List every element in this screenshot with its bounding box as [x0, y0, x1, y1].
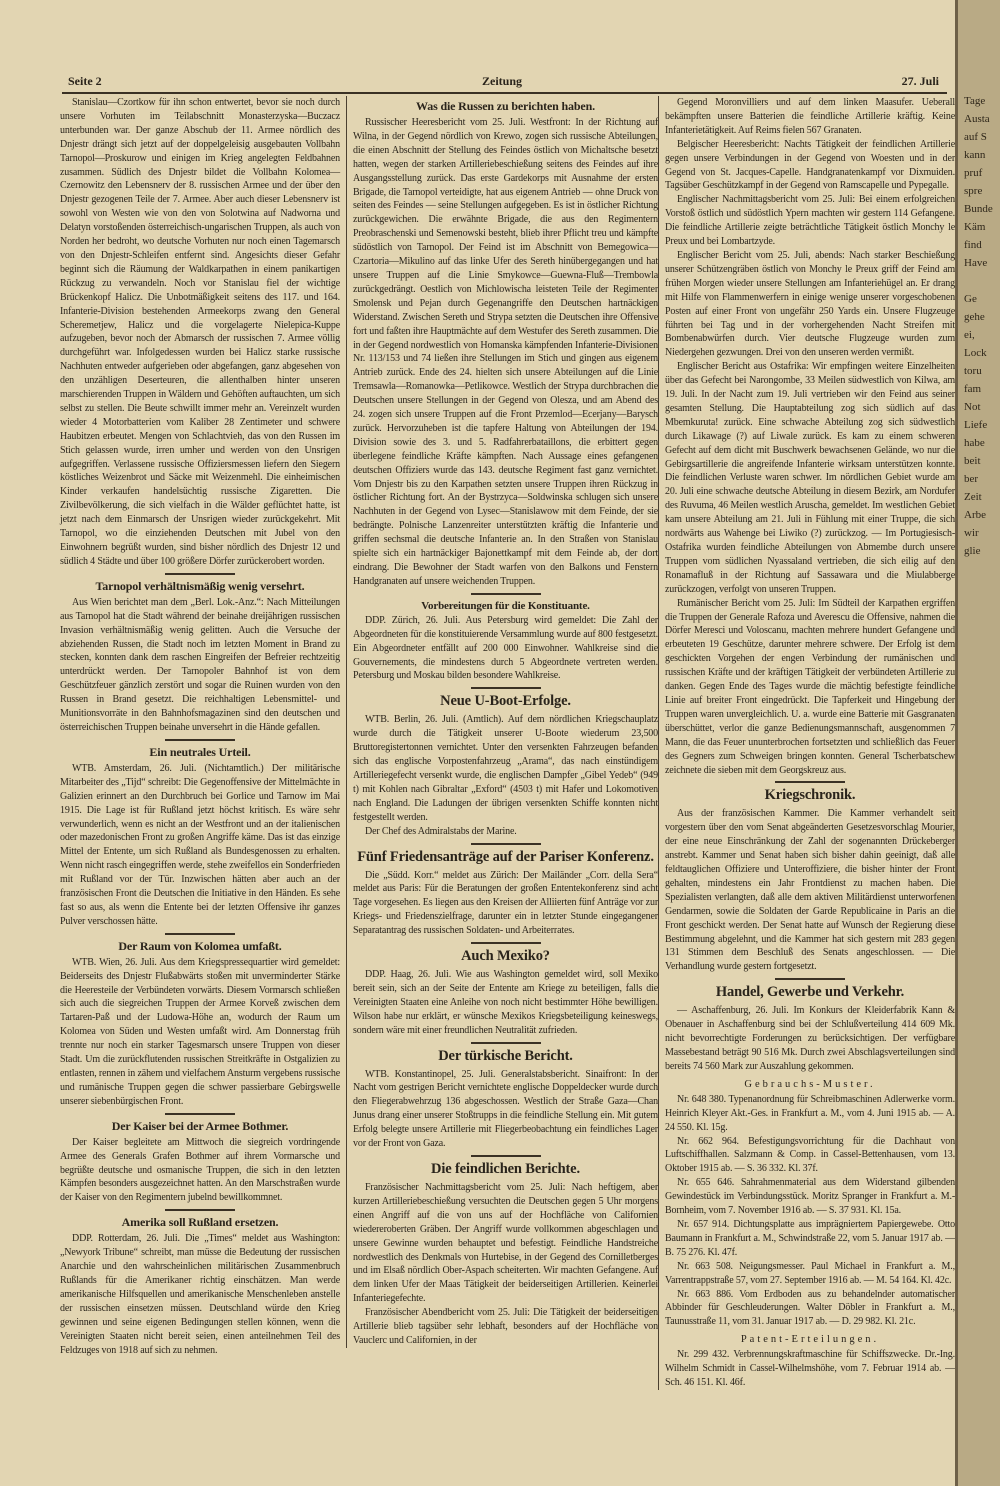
article-paragraph: Englischer Bericht vom 25. Juli, abends: Nach starker Beschießung unserer Schützengräben östlich von Monchy le Preux griff der Feind am frühen Morgen wieder unsere Stellungen am Infanteriehügel an. Er drang mit Hilfe von Flammenwerfern in einige wenige unserer vorgeschobenen Posten auf einer Front von ungefähr 250 Yards ein. Unsere Flugzeuge führten bei Tag und in der vorhergehenden Nacht Streifen mit Bombenabwürfen durch. Vier deutsche Flugzeuge wurden zum Niedergehen gezwungen. Drei von den unseren werden vermißt.: [665, 249, 955, 359]
newspaper-name: Zeitung: [482, 74, 523, 88]
article: [665, 978, 955, 1074]
article-headline: Was die Russen zu berichten haben.: [416, 99, 595, 113]
article-divider: [471, 687, 541, 689]
article-paragraph: Nr. 663 508. Neigungsmesser. Paul Michael in Frankfurt a. M., Varrentrappstraße 57, vom 27. September 1916 ab. — M. 54 164. Kl. 42c.: [665, 1260, 955, 1286]
article-headline: Der Kaiser bei der Armee Bothmer.: [111, 1118, 289, 1133]
article-paragraph: Nr. 657 914. Dichtungsplatte aus imprägniertem Papiergewebe. Otto Baumann in Frankfurt a. M., Schwindstraße 22, vom 5. Januar 1917 ab. — B. 75 276. Kl. 47f.: [665, 1218, 955, 1258]
page-header: [62, 70, 947, 94]
article-paragraph: Englischer Nachmittagsbericht vom 25. Juli: Bei einem erfolgreichen Vorstoß östlich und südöstlich Ypern machten wir gestern 114 Gefangene. Die feindliche Artillerie zeigte beträchtliche Tätigkeit östlich Monchy le Preux und bei Lombartzyde.: [665, 194, 955, 248]
article-divider: [471, 593, 541, 595]
article-headline: Neue U-Boot-Erfolge.: [440, 693, 571, 710]
article-headline: Amerika soll Rußland ersetzen.: [121, 1215, 279, 1230]
page-number: Seite 2: [68, 74, 102, 88]
article: [353, 843, 658, 939]
article-headline: Kriegschronik.: [764, 787, 856, 804]
article-paragraph: Russischer Heeresbericht vom 25. Juli. Westfront: In der Richtung auf Wilna, in der Gegend nördlich von Krewo, zogen sich russische Abteilungen, die einen Abschnitt der Stellung des Feindes östlich von Michaltsche besetzt hatten, wegen der starken Artilleriebeschießung seitens des Feindes auf ihre Ausgangsstellung zurück. Das erste Gardekorps mit Ausnahme der ersten Brigade, die Tarnopol verteidigte, hat aus eigenem Antrieb — ohne Druck von seiten des Feindes — seine Stellungen aufgegeben. Es ist in östlicher Richtung zurückgewichen. Die erwähnte Brigade, die aus den Regimentern Preobraschenski und Semenowski besteht, blieb ihrer Pflicht treu und kämpfte südöstlich von Tarnopol. Der Feind ist im Abschnitt von Bemegowica—Czartoria—Mikulino auf das linke Ufer des Sereth hinübergegangen und hat unsere Truppen auf die Linie Smykowce—Guewna-Fluß—Trembowla zurückgedrängt. Oestlich von Michlowischa leisteten Teile der Regimenter Smolensk und Pejan durch Gegenangriffe den Deutschen hartnäckigen Widerstand. Zwischen Sereth und Strypa setzten die Deutschen ihre Offensive fort und faßten ihre Hauptmächte auf dem Westufer des Sereth zusammen. Die in der Gegend nordwestlich von Homanska kämpfenden Infanterie-Divisionen Nr. 113/153 und 74 ließen ihre Stellungen im Stich und gingen aus eigenem Antrieb zurück. Ende des 24. hielten sich unsere Abteilungen auf die Linie Tremsawla—Romanowka—Petlikowce. Westlich der Strypa durchbrachen die Deutschen unsere Stellungen in der Gegend von Olesza, und am Abend des 24. zogen sich unsere Truppen auf die Front Przemlod—Ecerjany—Barysch zurück. Hervorzuheben ist die tapfere Haltung von Abteilungen der 194. Division sowie des 3. und 5. Radfahrerbataillons, die erbittert gegen überlegene feindliche Kräfte kämpften. Nach Aussage eines gefangenen deutschen Offiziers wurde das 143. deutsche Regiment fast ganz vernichtet. Vom Dnjestr bis zu den Karpathen setzten unsere Truppen ihren Rückzug in östlicher Richtung fort. An der Bystrzyca—Soldwinska schlugen sich unsere Nachhuten in der Gegend von Lysec—Stanislawow mit dem Feinde, der sie bedrängte. Polnische Lanzenreiter unterstützten kräftig die Infanterie und griffen sechsmal die deutsche Infanterie an. In den Straßen von Stanislau spielte sich ein hartnäckiger Bajonettkampf mit dem Feinde ab, der dort eindrang. Die Bewohner der Stadt warfen von den Balkons und Fenstern Handgranaten auf unsere weichenden Truppen.: [353, 117, 658, 587]
article-paragraph: Der Kaiser begleitete am Mittwoch die siegreich vordringende Armee des Generals Grafen Bothmer auf ihrem Vormarsche und begrüßte deutsche und osmanische Truppen, die sich in den letzten Kämpfen besonders ausgezeichnet hatten. An den Marschstraßen wurde der Kaiser von den Regimentern jubelnd bewillkommnet.: [60, 1136, 340, 1204]
article-paragraph: — Aschaffenburg, 26. Juli. Im Konkurs der Kleiderfabrik Kann & Obenauer in Aschaffenburg sind bei der Schlußverteilung 414 609 Mk. nicht bevorrechtigte Forderungen zu berücksichtigen. Der verfügbare Massebestand beträgt 90 516 Mk. Durch zwei Abschlagsverteilungen sind bereits 74 560 Mark zur Auszahlung gekommen.: [665, 1005, 955, 1072]
issue-date: 27. Juli: [901, 74, 939, 88]
article-paragraph: Französischer Nachmittagsbericht vom 25. Juli: Nach heftigem, aber kurzen Artilleriebeschießung versuchten die Deutschen gegen 5 Uhr morgens einen Angriff auf die von uns auf der Hochfläche von Californien wiedereroberten Gräben. Der Angriff wurde vollkommen abgeschlagen und unsere Gewinne wurden behauptet und befestigt. Feindliche Handstreiche nordwestlich des Denkmals von Hurtebise, in der Gegend des Cornilletberges und im Elsaß nördlich Ober-Aspach scheiterten. Wir machten Gefangene. Auf dem linken Ufer der Maas Tätigkeit der beiderseitigen Artillerien. Keinerlei Infanteriegefechte.: [353, 1182, 658, 1305]
article-paragraph: Nr. 655 646. Sahrahmenmaterial aus dem Widerstand gilbenden Gewindestück im Verbindungsstück. Moritz Spranger in Frankfurt a. M.-Bornheim, vom 7. November 1916 ab. — S. 37 931. Kl. 15a.: [665, 1177, 955, 1217]
article: [353, 687, 658, 838]
article-headline: Fünf Friedensanträge auf der Pariser Konferenz.: [357, 848, 654, 865]
article: [60, 96, 340, 569]
article: [60, 1113, 340, 1206]
article-paragraph: Nr. 662 964. Befestigungsvorrichtung für die Dachhaut von Luftschiffhallen. Salzmann & Comp. in Cassel-Bettenhausen, vom 13. Oktober 1915 ab. — S. 36 332. Kl. 37f.: [665, 1135, 955, 1175]
article-paragraph: Nr. 299 432. Verbrennungskraftmaschine für Schiffszwecke. Dr.-Ing. Wilhelm Schmidt in Cassel-Wilhelmshöhe, vom 7. Februar 1914 ab. — Sch. 46 151. Kl. 46f.: [665, 1349, 955, 1389]
column-2: [346, 96, 658, 1348]
article-paragraph: WTB. Konstantinopel, 25. Juli. Generalstabsbericht. Sinaifront: In der Nacht vom gestrigen Bericht vernichtete englische Doppeldecker wurde durch den Fliegerabwehrzug 136 abgeschossen. Westlich der Straße Gaza—Chan Junus drang einer unserer Stoßtrupps in die feindliche Stellung ein. Mit gutem Erfolg belegte unsere Artillerie mit Fliegerbeobachtung ein feindliches Lager vor der Front von Gaza.: [353, 1068, 658, 1150]
article: [60, 1209, 340, 1357]
adjacent-page-text: Tage Austa auf S kann pruf spre Bunde Käm find Have Ge gehe ei, Lock toru fam Not Liefe habe beit ber Zeit Arbe wir glie: [964, 95, 993, 557]
article: [353, 1155, 658, 1348]
article-paragraph: DDP. Haag, 26. Juli. Wie aus Washington gemeldet wird, soll Mexiko bereit sein, sich an der Seite der Entente am Kriege zu beteiligen, falls die Vereinigten Staaten eine Anleihe von noch nicht bestimmter Höhe bewilligen. Wilson habe nur erklärt, er wünsche Mexikos Kriegsbeteiligung keineswegs, sondern wäre mit einer freundlichen Neutralität zufrieden.: [353, 969, 658, 1036]
article-headline: Vorbereitungen für die Konstituante.: [421, 599, 590, 612]
article-paragraph: Belgischer Heeresbericht: Nachts Tätigkeit der feindlichen Artillerie gegen unsere Verbindungen in der Gegend von Woesten und in der Gegend von St. Jacques-Capelle. Handgranatenkampf vor Dixmuiden. Tagsüber Geschützkampf in der Gegend von Ramscapelle und Pypegalle.: [665, 138, 955, 192]
article-headline: Auch Mexiko?: [461, 948, 550, 965]
article: [353, 593, 658, 684]
article-headline: Handel, Gewerbe und Verkehr.: [715, 984, 905, 1001]
article-paragraph: Nr. 648 380. Typenanordnung für Schreibmaschinen Adlerwerke vorm. Heinrich Kleyer Akt.-Ges. in Frankfurt a. M., vom 4. Juni 1915 ab. — A. 24 550. Kl. 15g.: [665, 1093, 955, 1133]
article: [665, 781, 955, 974]
article-divider: [775, 978, 845, 980]
column-1: [60, 96, 340, 1357]
article-paragraph: WTB. Wien, 26. Juli. Aus dem Kriegspressequartier wird gemeldet: Beiderseits des Dnjestr Flußabwärts stoßen mit unverminderter Stärke die Heeresteile der Verbündeten vorwärts. Diesem Vormarsch schließen sich auch die siegreichen Truppen der Armee Korveß zwischen dem Tartaren-Paß und der Ludowa-Höhe an, wodurch der Raum um Kolomea von Süden und Westen umfaßt wird. Am Donnerstag früh trennte nur noch ein starker Tagesmarsch unsere Truppen von dieser Stadt. Um die zurückflutenden russischen Streitkräfte in Ostgalizien zu entlasten, rennen in zähem und vielfachem Ansturm vergebens russische und rumänische Truppen gegen die schwer passierbare Gebirgswelle unserer siebenbürgischen Front.: [60, 956, 340, 1107]
article-divider: [165, 573, 235, 575]
article-paragraph: Nr. 663 886. Vom Erdboden aus zu behandelnder automatischer Abbinder für Geschleuderungen. Walter Döbler in Frankfurt a. M., Taunusstraße 11, vom 31. Januar 1917 ab. — D. 29 982. Kl. 21c.: [665, 1288, 955, 1328]
article-divider: [165, 739, 235, 741]
article-divider: [165, 933, 235, 935]
article: [353, 99, 658, 589]
article-paragraph: Französischer Abendbericht vom 25. Juli: Die Tätigkeit der beiderseitigen Artillerie blieb tagsüber sehr lebhaft, besonders auf der Hochfläche von Vauclerc und Californien, in der: [353, 1307, 658, 1346]
article-divider: [471, 1155, 541, 1157]
article: [665, 1333, 955, 1390]
article-headline: Patent-Erteilungen.: [740, 1334, 880, 1346]
article-headline: Die feindlichen Berichte.: [431, 1161, 580, 1177]
article-divider: [165, 1209, 235, 1211]
article-headline: Der Raum von Kolomea umfaßt.: [118, 938, 282, 953]
article-headline: Tarnopol verhältnismäßig wenig versehrt.: [95, 578, 305, 593]
article-divider: [471, 843, 541, 845]
article-paragraph: DDP. Zürich, 26. Juli. Aus Petersburg wird gemeldet: Die Zahl der Abgeordneten für die konstituierende Versammlung wurde auf 800 festgesetzt. Ein Abgeordneter entfällt auf 200 000 Einwohner. Wahlkreise sind die Gouvernements, die mindestens durch 5 Abgeordnete vertreten werden. Petersburg und Moskau bilden besondere Wahlkreise.: [353, 614, 658, 682]
article-paragraph: WTB. Amsterdam, 26. Juli. (Nichtamtlich.) Der militärische Mitarbeiter des „Tijd“ schreibt: Die Gegenoffensive der Mittelmächte in Galizien erinnert an den Durchbruch bei Gorlice und Tarnow im Mai 1915. Die Lage ist für Rußland jetzt höchst kritisch. Es wäre sehr verwunderlich, wenn es nicht an der Westfront und an der italienischen oder mazedonischen Front zu großen Angriffe käme. Das ist das einzige Mittel der Entente, um sich Rußland als Bundesgenossen zu erhalten. Wenn nicht rasch eingegriffen werde, stehe zweifellos ein Sonderfrieden mit Rußland vor der Tür. Inzwischen hätten aber auch an der französischen Front die Deutschen die Initiative in den Händen. Es sehe fast so aus, als wenn die Entente bei der letzten Offensive ihr ganzes Pulver verschossen hätte.: [60, 762, 340, 927]
article-paragraph: WTB. Berlin, 26. Juli. (Amtlich). Auf dem nördlichen Kriegschauplatz wurde durch die Tätigkeit unserer U-Boote wiederum 23,500 Bruttoregistertonnen vernichtet. Unter den versenkten Fahrzeugen befanden sich das englische Vorpostenfahrzeug „Arama“, das nach einstündigem Artilleriegefecht versenkt wurde, die englischen Dampfer „Gibel Yedeb“ (949 t) mit Kohlen nach Gibraltar „Exford“ (4503 t) mit Hafer und Lokomotiven nach England. Die Ladungen der übrigen versenkten Schiffe konnten nicht festgestellt werden.: [353, 714, 658, 823]
article-paragraph: Gegend Moronvilliers und auf dem linken Maasufer. Ueberall bekämpften unsere Batterien die feindliche Artillerie kräftig. Keine Infanterietätigkeit. Auf Reims fielen 567 Granaten.: [665, 97, 955, 136]
article-paragraph: Englischer Bericht aus Ostafrika: Wir empfingen weitere Einzelheiten über das Gefecht bei Narongombe, 33 Meilen südwestlich von Kilwa, am 19. Juli. In der Nacht zum 19. Juli vertrieben wir den Feind aus seiner gesamten Stellung. Die Hauptabteilung zog sich südlich auf das Mbemkuruta! zurück. Eine schwache Abteilung zog sich südwestlich durch Likawage (?) auf Liwale zurück. Es kam zu einem schweren Gefecht auf dem dicht mit Buschwerk bewachsenen Gelände, wo nur die Gebirgsartillerie die angreifende Infanterie wirksam unterstützen konnte. Die feindlichen Verluste waren schwer. Im nördlichen Gebiet wurde am 20. Juli eine schwache deutsche Abteilung in diesem Bezirk, am Nordufer des Ruvuma, 46 Meilen westlich Aruscha, gemeldet. Im westlichen Gebiet kam unsere Abteilung am 21. Juli in Fühlung mit einer Truppe, die sich nordwärts aus Wahenge bei Liwiko (?) zurückzog. — Im Portugiesisch-Ostafrika wurden feindliche Abteilungen von Abmembe durch unsere Truppen vom südlichen Nyassaland vertrieben, die sich eilig auf den Ronamafluß in der Richtung auf Sassawara und die Miulabberge zurückzogen, verfolgt von unseren Truppen.: [665, 361, 955, 595]
article-divider: [775, 781, 845, 783]
article-paragraph: Aus der französischen Kammer. Die Kammer verhandelt seit vorgestern über den vom Senat abgeänderten Gesetzesvorschlag Mourier, der eine neue Einschränkung der Zahl der sogenannten Drückeberger anstrebt. Kammer und Senat haben sich bisher dahin geeinigt, daß alle feldtauglichen Offiziere und Unteroffiziere, die bisher hinter der Front gehalten, mindestens ein Jahr Frontdienst zu machen haben. Die Spezialisten verlangten, daß alle dem aktiven Militärdienst unterworfenen Gendarmen, sowie die Soldaten der Garde Republicaine in Paris an die Front geschickt werden. Der Senat hatte auf Wunsch der Regierung diese Bestimmung abgelehnt, und die Kammer hat sich gestern mit 283 gegen 131 Stimmen dem Beschluß des Senats angeschlossen. — Die Verhandlung wurde gestern fortgesetzt.: [665, 808, 955, 973]
article: [353, 942, 658, 1038]
article: [60, 933, 340, 1109]
article-headline: Gebrauchs-Muster.: [744, 1078, 876, 1090]
article-paragraph: Rumänischer Bericht vom 25. Juli: Im Südteil der Karpathen ergriffen die Truppen der Generale Rafoza und Averescu die Offensive, nahmen die Dörfer Meresci und Voloscanu, machten mehrere hundert Gefangene und erbeuteten 19 Geschütze, darunter mehrere schwere. Der Erfolg ist dem geschickten Vorgehen der engen Verbindung der rumänischen und russischen Kräfte und der kräftigen Tätigkeit der verbündeten Artillerie zu danken. Gegen Ende des Tages wurde die mächtig befestigte feindliche Linie auf breiter Front eingedrückt. Die Tapferkeit und Hingebung der Truppen waren unvergleichlich. U. a. wurde eine Batterie mit Gasgranaten überschüttet, verlor die ganze Bedienungsmannschaft, ausgenommen 7 Mann, die das Feuer ununterbrochen fortsetzten und schließlich das Feuer des Gegners zum Schweigen bringen konnten. General Tscherbatschew zeichnete die sieben mit dem Georgskreuz aus.: [665, 597, 955, 776]
article: [353, 1042, 658, 1151]
article-paragraph: DDP. Rotterdam, 26. Juli. Die „Times“ meldet aus Washington: „Newyork Tribune“ schreibt, man müsse die Bedeutung der russischen Anarchie und den wahrscheinlichen militärischen Zusammenbruch Rußlands für die Amerikaner richtig einschätzen. Man werde amerikanische Hilfsquellen und amerikanische Menschenleben anstelle der russischen einsetzen müssen. Deutschland würde den Krieg gewinnen und seine eigenen Bedingungen stellen können, wenn die Vereinigten Staaten nicht bereit seien, einen anteilnehmen Teil des Feldzuges von 1918 auf sich zu nehmen.: [60, 1233, 340, 1356]
article-paragraph: Die „Südd. Korr.“ meldet aus Zürich: Der Mailänder „Corr. della Sera“ meldet aus Paris: Für die Beratungen der großen Ententekonferenz sind acht Tage vorgesehen. Es liegen aus den Kreisen der Alliierten fünf Anträge vor zur Kriegs- und Friedenszielfrage, darunter ein in letzter Stunde eingegangener Separatantrag des russischen Soldaten- und Arbeiterrates.: [353, 869, 658, 937]
article-headline: Ein neutrales Urteil.: [149, 744, 251, 759]
article-divider: [165, 1113, 235, 1115]
article: [60, 573, 340, 735]
article-paragraph: Aus Wien berichtet man dem „Berl. Lok.-Anz.“: Nach Mitteilungen aus Tarnopol hat die Stadt während der beinahe dreijährigen russischen Invasion verhältnismäßig wenig gelitten. Auch die Versuche der abziehenden Russen, die Stadt noch im letzten Moment in Brand zu stecken, konnten dank dem raschen Eingreifen der Befreier rechtzeitig unterdrückt werden. Der Tarnopoler Bahnhof ist von dem Geschützfeuer gänzlich zerstört und sogar die Ruinen wurden von den Russen in Brand gesetzt. Die reichhaltigen Lebensmittel- und Munitionsvorräte in den Bahnhofsmagazinen sind den deutschen und österreichischen Truppen beinahe unversehrt in die Hände gefallen.: [60, 596, 340, 733]
article-divider: [471, 942, 541, 944]
article-paragraph: Stanislau—Czortkow für ihn schon entwertet, bevor sie noch durch unsere Vorhuten im Teilabschnitt Monasterzyska—Buczacz unterbunden war. Der ganze Abschub der 11. Armee nördlich des Dnjestr drängt sich jetzt auf der doppelgeleisig ausgebauten Vollbahn Tarnopol—Proskurow und einigen im Krieg angelegten Feldbahnen zusammen. Südlich des Dnjestr bildet die Vollbahn Kolomea—Czernowitz den Lebensnerv der 8. russischen Armee und der über den Dnjestr gezogenen Teile der 7. Armee. Aber auch dieser Lebensnerv ist sowohl von Westen wie von den von Solotwina auf Nadworna und Delatyn vorstoßenden österreichisch-ungarischen Truppen, als auch von Norden her bedroht, wo deutsche Vorhuten nur noch einen Tagemarsch von den Dnjestr-Schleifen entfernt sind. Angesichts dieser Gefahr beginnt sich die Räumung der Waldkarpathen in einem panikartigen Rückzug zu verwandeln. Noch vor Stanislau fiel der wichtige Brückenkopf Halicz. Die Unbotmäßigkeit seitens des 117. und 164. Infanterie-Division bestehenden Armeekorps zwang den General Scheremetjew, Halicz und die vorgelagerte Nielepica-Kuppe aufzugeben, bevor noch der Abmarsch der russischen 7. Armee völlig durchgeführt war. Infolgedessen wurden bei Halicz starke russische Nachhuten entweder aufgerieben oder abgefangen, ganz abgesehen von den unzähligen Deserteuren, die allenthalben hinter unseren marschierenden Truppen in Wäldern und Gehöften auftauchten, um sich selbst zu stellen. Die Beute schwillt immer mehr an. Vereinzelt wurden wieder 4 Motorbatterien vom Kaliber 28 Zentimeter und schwere Haubitzen erbeutet. Mengen von Schlachtvieh, das von den Russen im Stich gelassen wurde, irren umher und werden von den Unsrigen aufgegriffen. Verlassene russische Offiziersmessen liefern den Siegern köstliches Weizenbrot und Säcke mit Weizenmehl. Die einheimischen Kinder verkaufen handelsüchtig russische Zigaretten. Die Zivilbevölkerung, die sich vielfach in die Wälder geflüchtet hatte, ist jetzt nach dem Einmarsch der Unsrigen wieder zurückgekehrt. Mit Tarnopol, wo die einziehenden Deutschen mit Jubel von den Einwohnern begrüßt wurden, sind bisher nördlich des Dnjestr 12 und südlich 4 Städte und über 100 größere Dörfer zurückerobert worden.: [60, 97, 340, 567]
article-headline: Der türkische Bericht.: [438, 1047, 573, 1064]
article: [665, 1078, 955, 1329]
article: [665, 96, 955, 777]
article-paragraph: Der Chef des Admiralstabs der Marine.: [365, 825, 517, 837]
article: [60, 739, 340, 929]
article-divider: [471, 1042, 541, 1044]
column-3: [658, 96, 955, 1390]
adjacent-page-edge: [955, 0, 1000, 1486]
